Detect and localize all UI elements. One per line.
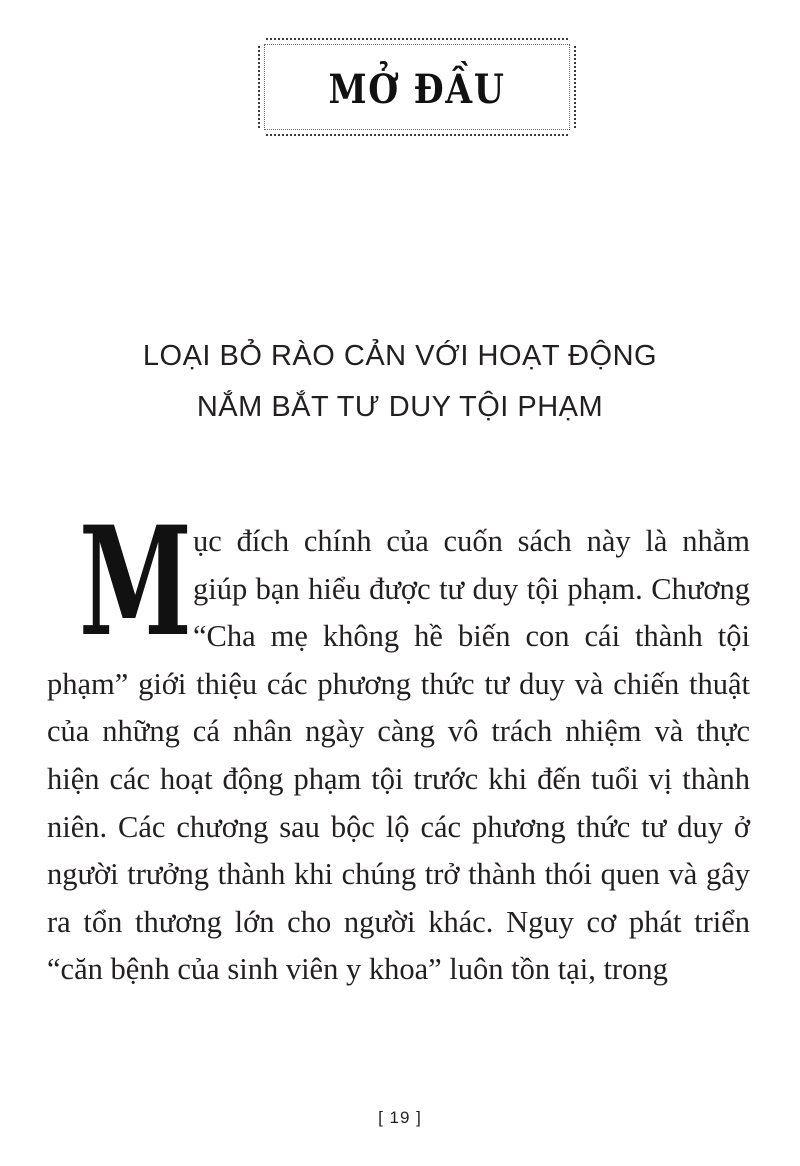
- page-number: [ 19 ]: [378, 1108, 422, 1127]
- frame-corner: [570, 34, 580, 44]
- body-text: ục đích chính của cuốn sách này là nhằm giúp bạn hiểu được tư duy tội phạm. Chương “Cha mẹ không hề biến con cái thành tội phạm” giới thiệu các phương thức tư duy và chiến thuật của những cá nhân ngày càng vô trách nhiệm và thực hiện các hoạt động phạm tội trước khi đến tuổi vị thành niên. Các chương sau bộc lộ các phương thức tư duy ở người trưởng thành khi chúng trở thành thói quen và gây ra tổn thương lớn cho người khác. Nguy cơ phát triển “căn bệnh của sinh viên y khoa” luôn tồn tại, trong: [47, 524, 750, 987]
- frame-corner: [570, 130, 580, 140]
- frame-corner: [254, 34, 264, 44]
- section-subtitle-line-1: LOẠI BỎ RÀO CẢN VỚI HOẠT ĐỘNG: [142, 340, 658, 372]
- chapter-title: MỞ ĐẦU: [328, 66, 506, 113]
- chapter-title-frame: [258, 38, 576, 136]
- drop-cap: M: [79, 494, 192, 670]
- body-paragraph: [47, 494, 750, 994]
- frame-corner: [254, 130, 264, 140]
- section-subtitle-line-2: NẮM BẮT TƯ DUY TỘI PHẠM: [196, 391, 604, 423]
